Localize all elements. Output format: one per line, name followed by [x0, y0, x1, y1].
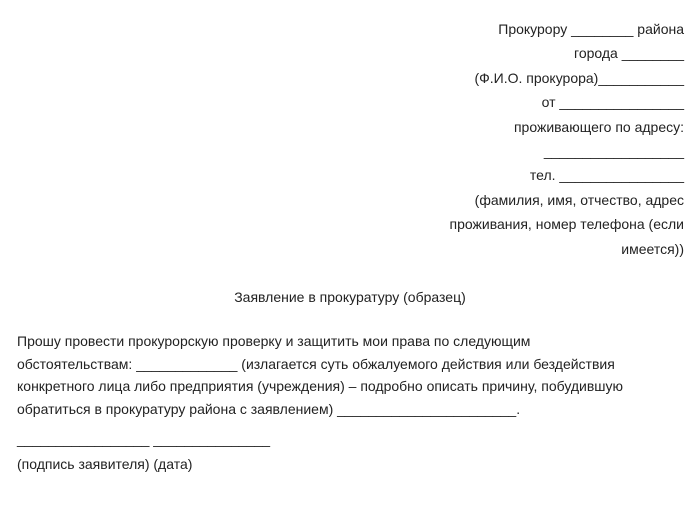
signature-date-labels: (подпись заявителя) (дата)	[17, 456, 193, 472]
header-line-from: от ________________	[541, 94, 684, 111]
body-line-4: обратиться в прокуратуру района с заявлением) _______________________.	[17, 400, 521, 417]
signature-date-blanks: _________________ _______________	[17, 431, 271, 447]
addressee-block	[324, 17, 684, 261]
header-line-prosecutor-name: (Ф.И.О. прокурора)___________	[474, 69, 684, 86]
header-line-phone: тел. ________________	[529, 167, 684, 184]
header-line-prosecutor: Прокурору ________ района	[498, 21, 684, 37]
header-line-note-2: проживания, номер телефона (если	[449, 216, 684, 233]
header-line-note-1: (фамилия, имя, отчество, адрес	[474, 191, 684, 208]
body-line-3: конкретного лица либо предприятия (учреждения) – подробно описать причину, побудившую	[17, 378, 624, 395]
header-line-city: города ________	[574, 45, 684, 62]
header-line-note-3: имеется))	[621, 240, 684, 257]
header-line-address-label: проживающего по адресу:	[513, 118, 684, 135]
statement-body	[17, 330, 687, 420]
body-line-1: Прошу провести прокурорскую проверку и защитить мои права по следующим	[17, 333, 531, 349]
body-line-2: обстоятельствам: _____________ (излагается суть обжалуемого действия или бездействия	[17, 355, 615, 372]
header-line-address-blank: __________________	[543, 143, 684, 160]
document-title: Заявление в прокуратуру (образец)	[234, 289, 466, 305]
